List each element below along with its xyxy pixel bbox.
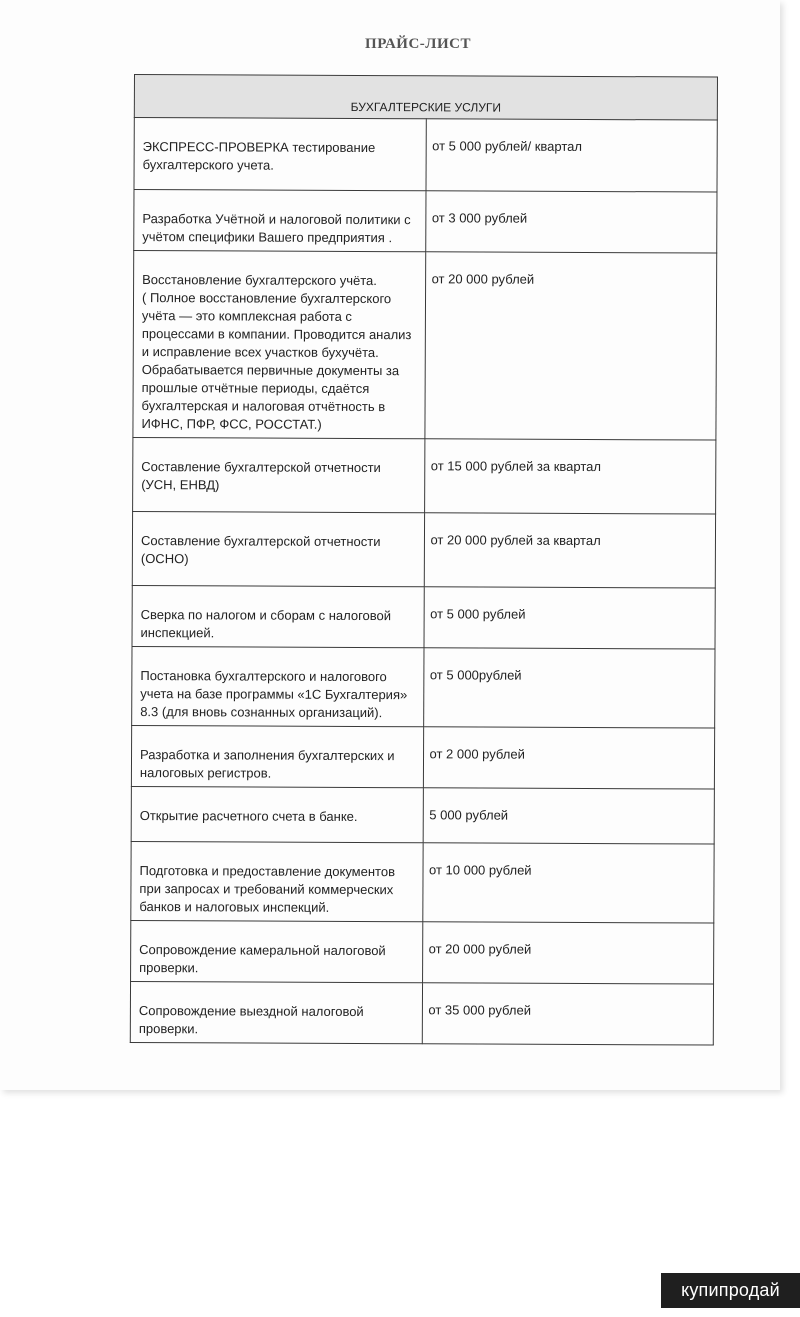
- service-name: Разработка Учётной и налоговой политики с учётом специфики Вашего предприятия .: [134, 190, 426, 252]
- table-header-row: [134, 75, 717, 121]
- table-row: [131, 920, 714, 984]
- service-name: Составление бухгалтерской отчетности (УСН, ЕНВД): [133, 437, 425, 512]
- table-row: [131, 841, 714, 923]
- price-table: [130, 74, 718, 1046]
- service-name: ЭКСПРЕСС-ПРОВЕРКА тестирование бухгалтерского учета.: [134, 118, 426, 191]
- table-row: [133, 251, 717, 441]
- table-row: [134, 118, 717, 193]
- service-price: от 20 000 рублей за квартал: [424, 513, 716, 588]
- service-price: от 20 000 рублей: [422, 922, 714, 984]
- service-price: от 35 000 рублей: [422, 983, 714, 1045]
- table-row: [130, 981, 713, 1045]
- page-title: ПРАЙС-ЛИСТ: [365, 36, 471, 52]
- service-price: от 20 000 рублей: [424, 252, 716, 440]
- table-row: [132, 511, 715, 588]
- service-name: Сопровождение камеральной налоговой проверки.: [131, 920, 423, 982]
- table-row: [131, 725, 714, 789]
- service-price: 5 000 рублей: [423, 788, 715, 844]
- service-name: Восстановление бухгалтерского учёта. ( Полное восстановление бухгалтерского учёта — это комплексная работа с процессами в компании. Проводится анализ и исправление всех участков бухучёта. Обрабатывается первичные документы за прошлые отчётные периоды, сдаётся бухгалтерская и налоговая отчётность в ИФНС, ПФР, ФСС, РОССТАТ.): [133, 251, 425, 439]
- site-logo: купипродай: [661, 1273, 800, 1308]
- service-name: Разработка и заполнения бухгалтерских и налоговых регистров.: [131, 725, 423, 787]
- table-row: [133, 437, 716, 514]
- table-row: [134, 190, 717, 254]
- service-name: Сверка по налогом и сборам с налоговой инспекцией.: [132, 585, 424, 647]
- service-name: Постановка бухгалтерского и налогового учета на базе программы «1С Бухгалтерия» 8.3 (для вновь сознанных организаций).: [132, 646, 424, 726]
- service-price: от 5 000рублей: [423, 648, 715, 728]
- table-row: [132, 585, 715, 649]
- table-row: [132, 646, 715, 728]
- service-price: от 5 000 рублей: [423, 587, 715, 649]
- table-header: БУХГАЛТЕРСКИЕ УСЛУГИ: [134, 75, 717, 121]
- service-name: Составление бухгалтерской отчетности (ОСНО): [132, 511, 424, 586]
- service-name: Подготовка и предоставление документов при запросах и требований коммерческих банков и налоговых инспекций.: [131, 841, 423, 921]
- service-name: Сопровождение выездной налоговой проверки.: [130, 981, 422, 1043]
- service-price: от 2 000 рублей: [423, 727, 715, 789]
- service-name: Открытие расчетного счета в банке.: [131, 786, 423, 842]
- service-price: от 3 000 рублей: [425, 191, 717, 253]
- table-row: [131, 786, 714, 844]
- service-price: от 5 000 рублей/ квартал: [425, 119, 717, 192]
- service-price: от 10 000 рублей: [422, 843, 714, 923]
- service-price: от 15 000 рублей за квартал: [424, 439, 716, 514]
